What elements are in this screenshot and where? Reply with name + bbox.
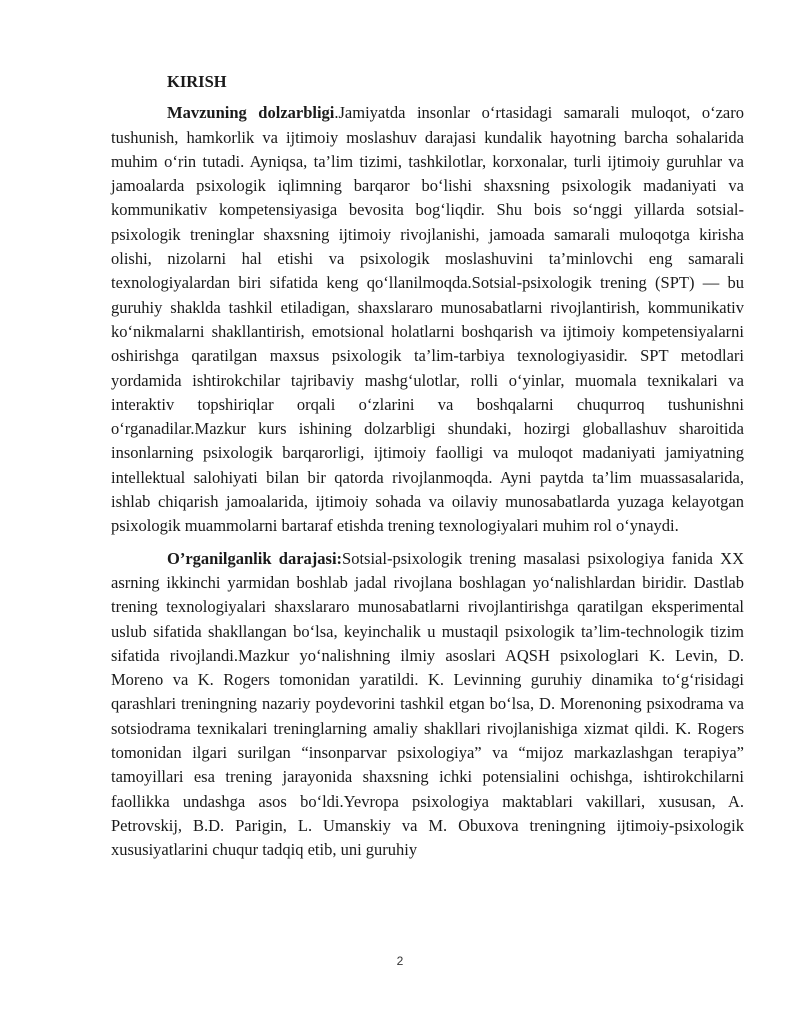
- page-content: [111, 70, 744, 871]
- section-heading: KIRISH: [167, 72, 227, 91]
- page-number: 2: [396, 954, 404, 968]
- paragraph-body: .Jamiyatda insonlar o‘rtasidagi samarali muloqot, o‘zaro tushunish, hamkorlik va ijtimoiy moslashuv darajasi kundalik hayotning barcha sohalarida muhim o‘rin tutadi. Ayniqsa, ta’lim tizimi, tashkilotlar, korxonalar, turli ijtimoiy guruhlar va jamoalarda psixologik iqlimning barqaror bo‘lishi shaxsning psixologik madaniyati va kommunikativ kompetensiyasiga bevosita bog‘liqdir. Shu bois so‘nggi yillarda sotsial-psixologik treninglar shaxsning ijtimoiy rivojlanishi, jamoada samarali muloqotga kirisha olishi, nizolarni hal etishi va psixologik moslashuvini ta’minlovchi eng samarali texnologiyalardan biri sifatida keng qo‘llanilmoqda.Sotsial-psixologik trening (SPT) — bu guruhiy shaklda tashkil etiladigan, shaxslararo munosabatlarni rivojlantirish, kommunikativ ko‘nikmalarni shakllantirish, emotsional holatlarni boshqarish va ijtimoiy kompetensiyalarni oshirishga qaratilgan maxsus psixologik ta’lim-tarbiya texnologiyasidir. SPT metodlari yordamida ishtirokchilar tajribaviy mashg‘ulotlar, rolli o‘yinlar, muomala texnikalari va interaktiv topshiriqlar orqali o‘zlarini va boshqalarni chuqurroq tushunishni o‘rganadilar.Mazkur kurs ishining dolzarbligi shundaki, hozirgi globallashuv sharoitida insonlarning psixologik barqarorligi, ijtimoiy faolligi va muloqot madaniyati jamiyatning intellektual salohiyati bilan bir qatorda rivojlanmoqda. Ayni paytda ta’lim muassasalarida, ishlab chiqarish jamoalarida, ijtimoiy sohada va oilaviy munosabatlarda yuzaga kelayotgan psixologik muammolarni bartaraf etishda trening texnologiyalari muhim rol o‘ynaydi.: [111, 103, 744, 536]
- paragraph-research-level: [111, 547, 744, 863]
- paragraph-body: Sotsial-psixologik trening masalasi psixologiya fanida XX asrning ikkinchi yarmidan boshlab jadal rivojlana boshlagan yo‘nalishlardan biridir. Dastlab trening texnologiyalari shaxslararo munosabatlarni rivojlantirishga qaratilgan eksperimental uslub sifatida shakllangan bo‘lsa, keyinchalik u mustaqil psixologik ta’lim-technologik tizim sifatida rivojlandi.Mazkur yo‘nalishning ilmiy asoslari AQSH psixologlari K. Levin, D. Moreno va K. Rogers tomonidan yaratildi. K. Levinning guruhiy dinamika to‘g‘risidagi qarashlari treningning nazariy poydevorini tashkil etgan bo‘lsa, D. Morenoning psixodrama va sotsiodrama texnikalari treninglarning amaliy shakllari rivojlanishiga xizmat qildi. K. Rogers tomonidan ilgari surilgan “insonparvar psixologiya” va “mijoz markazlashgan terapiya” tamoyillari esa trening jarayonida shaxsning ichki potensialini ochishga, ishtirokchilarni faollikka undashga asos bo‘ldi.Yevropa psixologiya maktablari vakillari, xususan, A. Petrovskij, B.D. Parigin, L. Umanskiy va M. Obuxova treningning ijtimoiy-psixologik xususiyatlarini chuqur tadqiq etib, uni guruhiy: [111, 548, 745, 860]
- paragraph-relevance: [111, 101, 744, 538]
- paragraph-lead: Mavzuning dolzarbligi: [167, 103, 335, 123]
- paragraph-lead: O’rganilganlik darajasi:: [167, 548, 343, 568]
